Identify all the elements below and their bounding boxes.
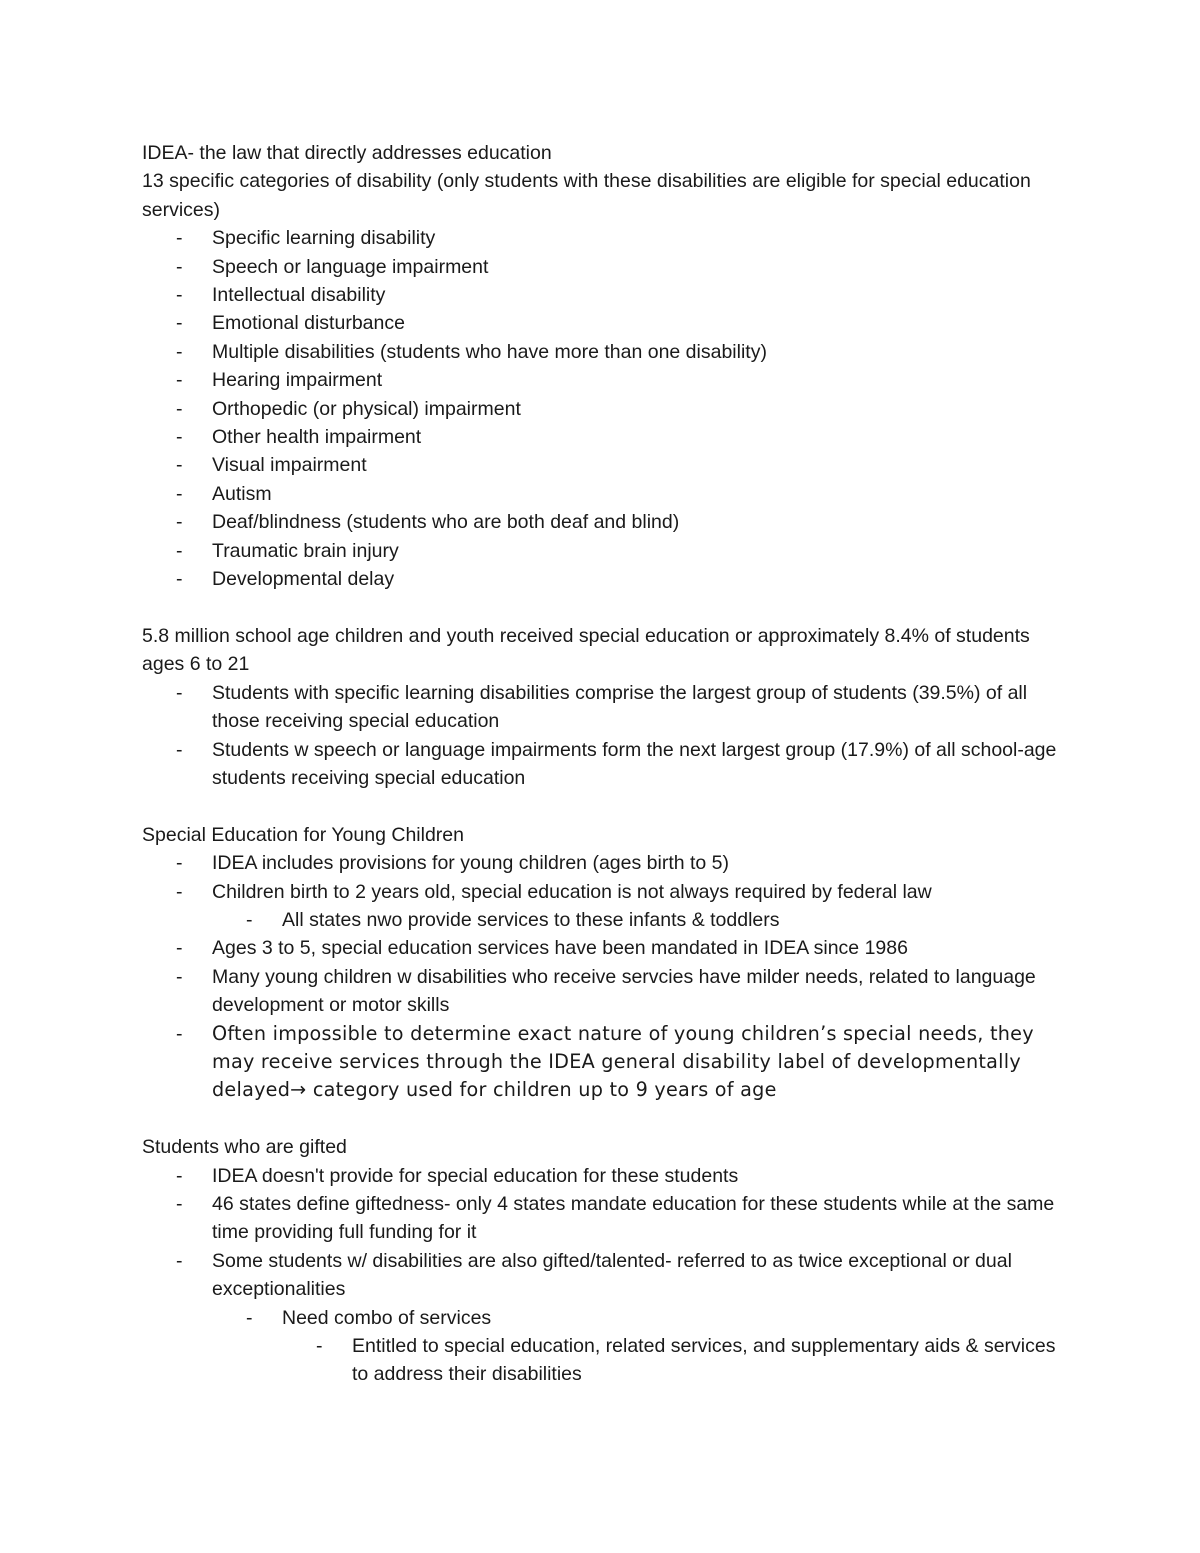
dash-bullet: - — [176, 539, 183, 562]
list-item: - IDEA includes provisions for young children (ages birth to 5) — [142, 849, 1072, 877]
disability-categories-list — [142, 224, 1072, 593]
dash-bullet: - — [176, 738, 183, 761]
dash-bullet: - — [176, 568, 183, 591]
dash-bullet: - — [246, 908, 253, 931]
list-item: - Orthopedic (or physical) impairment — [142, 395, 1072, 423]
list-item: - Speech or language impairment — [142, 253, 1072, 281]
dash-bullet: - — [176, 511, 183, 534]
document-page — [142, 139, 1072, 1389]
list-item: - Other health impairment — [142, 423, 1072, 451]
list-item: - 46 states define giftedness- only 4 states mandate education for these students while at the same time providing full funding for it — [142, 1190, 1072, 1247]
dash-bullet: - — [176, 227, 183, 250]
list-item: - Students w speech or language impairments form the next largest group (17.9%) of all school-age students receiving special education — [142, 736, 1072, 793]
list-item: - Visual impairment — [142, 451, 1072, 479]
list-item: - Specific learning disability — [142, 224, 1072, 252]
sub-list — [212, 906, 1072, 934]
statistics-list — [142, 679, 1072, 793]
dash-bullet: - — [176, 1192, 183, 1215]
gifted-heading: Students who are gifted — [142, 1136, 347, 1159]
dash-bullet: - — [176, 937, 183, 960]
dash-bullet: - — [176, 369, 183, 392]
dash-bullet: - — [176, 482, 183, 505]
dash-bullet: - — [176, 426, 183, 449]
list-item: - Ages 3 to 5, special education services have been mandated in IDEA since 1986 — [142, 934, 1072, 962]
list-item: - Emotional disturbance — [142, 309, 1072, 337]
young-children-list — [142, 849, 1072, 1105]
list-item: - Multiple disabilities (students who have more than one disability) — [142, 338, 1072, 366]
young-children-heading: Special Education for Young Children — [142, 823, 464, 846]
list-item: - Children birth to 2 years old, special education is not always required by federal law - All states nwo provide services to these infants & toddlers — [142, 878, 1072, 935]
spacer — [142, 594, 1072, 622]
spacer — [142, 792, 1072, 820]
list-item: - Hearing impairment — [142, 366, 1072, 394]
spacer — [142, 1105, 1072, 1133]
idea-definition: IDEA- the law that directly addresses education — [142, 142, 552, 164]
dash-bullet: - — [176, 454, 183, 477]
dash-bullet: - — [176, 965, 183, 988]
dash-bullet: - — [176, 284, 183, 307]
list-item: - Entitled to special education, related services, and supplementary aids & services to address their disabilities — [282, 1332, 1072, 1389]
dash-bullet: - — [176, 852, 183, 875]
dash-bullet: - — [176, 255, 183, 278]
list-item: - Autism — [142, 480, 1072, 508]
dash-bullet: - — [176, 397, 183, 420]
categories-intro: 13 specific categories of disability (only students with these disabilities are eligible for special education services) — [142, 170, 1031, 221]
list-item: - Often impossible to determine exact nature of young children’s special needs, they may receive services through the IDEA general disability label of developmentally delayed→ category used for children up to 9 years of age — [176, 1021, 1034, 1102]
sub-sub-list — [282, 1332, 1072, 1389]
list-item: - Some students w/ disabilities are also gifted/talented- referred to as twice exceptional or dual exceptionalities - Need combo of services - Entitled to special education, related services, and supplementary aids & services to address their disabilities — [142, 1247, 1072, 1389]
dash-bullet: - — [176, 681, 183, 704]
list-item: - Intellectual disability — [142, 281, 1072, 309]
list-item: - Deaf/blindness (students who are both deaf and blind) — [142, 508, 1072, 536]
list-item: - Students with specific learning disabilities comprise the largest group of students (39.5%) of all those receiving special education — [142, 679, 1072, 736]
list-item: - Traumatic brain injury — [142, 537, 1072, 565]
list-item: - All states nwo provide services to these infants & toddlers — [212, 906, 1072, 934]
list-item: - Developmental delay — [142, 565, 1072, 593]
dash-bullet: - — [176, 312, 183, 335]
dash-bullet: - — [176, 1164, 183, 1187]
list-item: - Need combo of services - Entitled to special education, related services, and supplementary aids & services to address their disabilities — [212, 1304, 1072, 1389]
dash-bullet: - — [176, 1022, 183, 1045]
dash-bullet: - — [176, 1249, 183, 1272]
dash-bullet: - — [316, 1335, 323, 1358]
gifted-list — [142, 1162, 1072, 1389]
sub-list — [212, 1304, 1072, 1389]
statistics-intro: 5.8 million school age children and youth received special education or approximately 8.4% of students ages 6 to 21 — [142, 624, 1030, 676]
dash-bullet: - — [176, 340, 183, 363]
list-item: - IDEA doesn't provide for special education for these students — [142, 1162, 1072, 1190]
dash-bullet: - — [176, 880, 183, 903]
list-item: - Many young children w disabilities who receive servcies have milder needs, related to language development or motor skills — [142, 963, 1072, 1020]
dash-bullet: - — [246, 1306, 253, 1329]
